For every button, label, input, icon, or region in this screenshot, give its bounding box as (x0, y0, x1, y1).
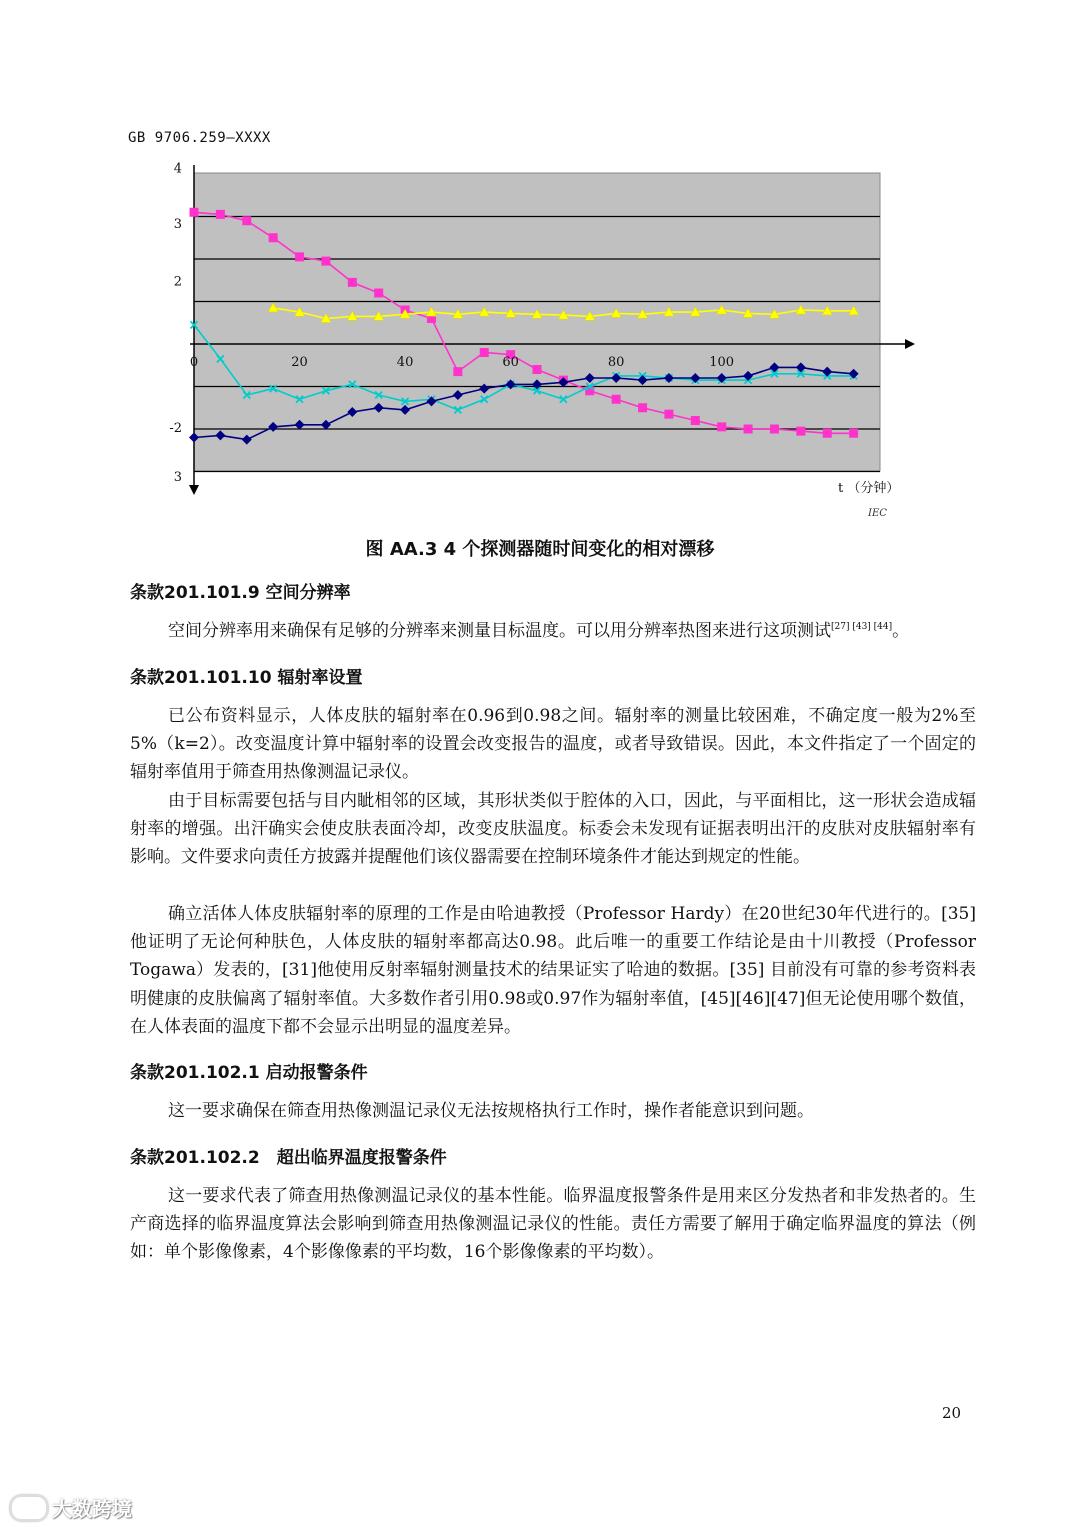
y-tick-label: 3 (173, 469, 182, 485)
drift-chart (160, 160, 930, 520)
data-point (269, 233, 278, 242)
paragraph-spatial-resolution (130, 617, 976, 645)
watermark-text: 大数跨境 (52, 1497, 132, 1521)
data-point (849, 429, 858, 438)
watermark-logo-icon (10, 1495, 48, 1521)
data-point (717, 422, 726, 431)
y-tick-label: 3 (173, 216, 182, 232)
paragraph-emissivity-2: 由于目标需要包括与目内眦相邻的区域，其形状类似于腔体的入口，因此，与平面相比，这一形状会造成辐射率的增强。出汗确实会使皮肤表面冷却，改变皮肤温度。标委会未发现有证据表明出汗的皮肤对皮肤辐射率有影响。文件要求向责任方披露并提醒他们该仪器需要在控制环境条件才能达到规定的性能。 (130, 791, 976, 868)
clause-201-102-2-title: 条款201.102.2 超出临界温度报警条件 (130, 1148, 447, 1168)
data-point (691, 416, 700, 425)
paragraph-emissivity-1: 已公布资料显示，人体皮肤的辐射率在0.96到0.98之间。辐射率的测量比较困难，不确定度一般为2%至5%（k=2）。改变温度计算中辐射率的设置会改变报告的温度，或者导致错误。因此，本文件指定了一个固定的辐射率值用于筛查用热像测温记录仪。 (130, 706, 976, 783)
x-tick-label: 0 (189, 355, 199, 370)
clause-201-101-9-title: 条款201.101.9 空间分辨率 (130, 583, 351, 603)
x-tick-label: 80 (607, 355, 625, 370)
data-point (770, 425, 779, 434)
data-point (480, 348, 489, 357)
document-code: GB 9706.259—XXXX (128, 130, 271, 146)
paragraph-start-alarm: 这一要求确保在筛查用热像测温记录仪无法按规格执行工作时，操作者能意识到问题。 (168, 1101, 814, 1121)
data-point (638, 403, 647, 412)
x-tick-label: 60 (502, 355, 519, 370)
x-axis-arrow (905, 339, 915, 349)
paragraph-end: 。 (892, 621, 910, 641)
data-point (744, 425, 753, 434)
data-point (612, 395, 621, 404)
data-point (190, 208, 199, 217)
page-number: 20 (942, 1404, 962, 1422)
data-point (295, 252, 304, 261)
paragraph-emissivity-3: 确立活体人体皮肤辐射率的原理的工作是由哈迪教授（Professor Hardy）在20世纪30年代进行的。[35] 他证明了无论何种肤色，人体皮肤的辐射率都高达0.98。此后唯一的重要工作结论是由十川教授（Professor Togawa）发表的，[31]他使用反射率辐射测量技术的结果证实了哈迪的数据。[35] 目前没有可靠的参考资料表明健康的皮肤偏离了辐射率值。大多数作者引用0.98或0.97作为辐射率值，[45][46][47]但无论使用哪个数值，在人体表面的温度下都不会显示出明显的温度差异。 (130, 904, 993, 1037)
data-point (242, 216, 251, 225)
clause-201-101-10-title: 条款201.101.10 辐射率设置 (130, 668, 363, 688)
citation-refs: [27] [43] [44] (831, 622, 893, 632)
iec-source-mark: IEC (868, 508, 887, 519)
data-point (321, 257, 330, 266)
data-point (453, 367, 462, 376)
y-axis-arrow (189, 485, 199, 495)
x-axis-unit-label: t （分钟） (838, 481, 900, 496)
paragraph-text: 空间分辨率用来确保有足够的分辨率来测量目标温度。可以用分辨率热图来进行这项测试 (168, 621, 831, 641)
y-tick-label: 2 (173, 274, 182, 290)
data-point (533, 365, 542, 374)
x-tick-label: 40 (396, 355, 414, 370)
clause-201-102-1-title: 条款201.102.1 启动报警条件 (130, 1063, 368, 1083)
data-point (796, 427, 805, 436)
figure-caption: 图 AA.3 4 个探测器随时间变化的相对漂移 (365, 539, 715, 560)
paragraph-critical-temp-alarm: 这一要求代表了筛查用热像测温记录仪的基本性能。临界温度报警条件是用来区分发热者和非发热者的。生产商选择的临界温度算法会影响到筛查用热像测温记录仪的性能。责任方需要了解用于确定临界温度的算法（例如：单个影像像素，4个影像像素的平均数，16个影像像素的平均数）。 (130, 1186, 976, 1263)
y-tick-label: -2 (169, 420, 182, 436)
x-tick-label: 100 (709, 355, 735, 370)
watermark (10, 1493, 132, 1522)
data-point (664, 410, 673, 419)
data-point (348, 278, 357, 287)
y-tick-label: 4 (173, 161, 182, 177)
data-point (374, 289, 383, 298)
x-tick-label: 20 (291, 355, 308, 370)
data-point (216, 210, 225, 219)
data-point (823, 429, 832, 438)
